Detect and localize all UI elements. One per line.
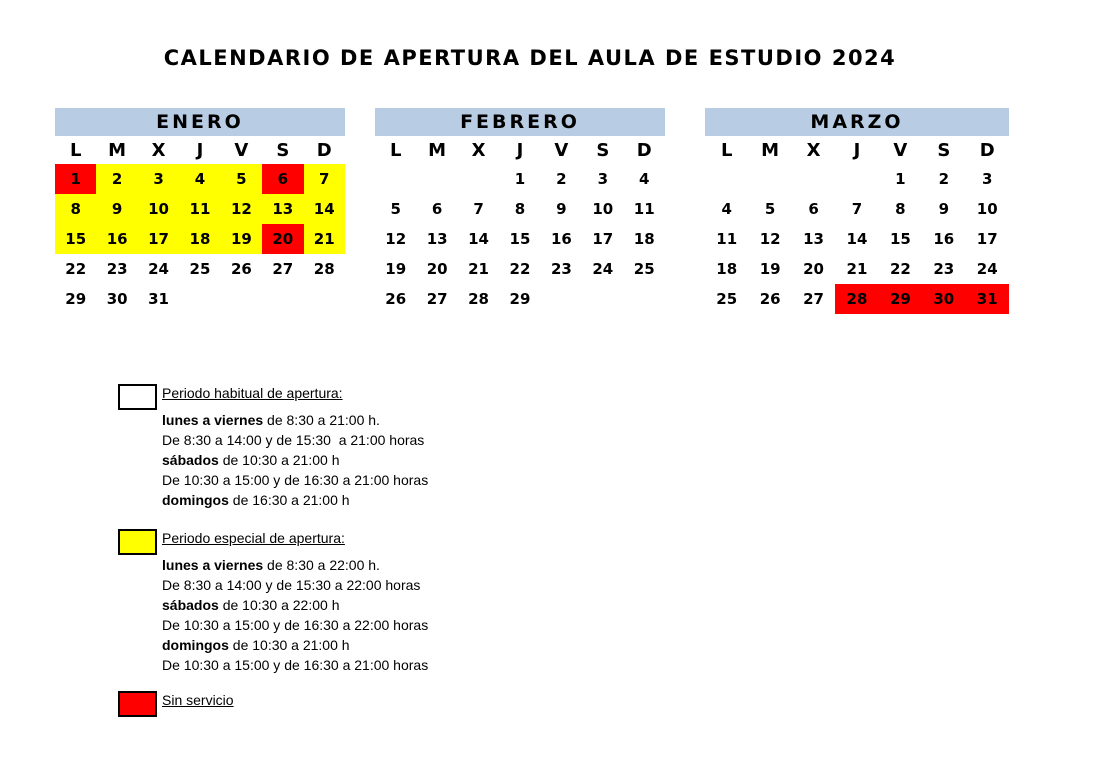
legend-title: Periodo habitual de apertura: [162, 385, 343, 401]
day-cell: 5 [221, 164, 262, 194]
legend-line [162, 490, 478, 510]
day-cell: 29 [65, 290, 87, 308]
weekday-label: S [596, 140, 610, 161]
month-title-febrero: FEBRERO [375, 108, 665, 136]
day-cell: 8 [895, 200, 906, 218]
red-swatch [118, 691, 157, 717]
day-cell: 3 [597, 170, 609, 188]
calendar-marzo [705, 108, 1009, 314]
day-cell [835, 164, 878, 194]
legend-line-segment: de 8:30 a 21:00 h. [263, 412, 380, 428]
white-swatch [118, 384, 157, 410]
day-cell: 10 [592, 200, 614, 218]
day-cell: 27 [803, 290, 824, 308]
day-cell: 22 [65, 260, 87, 278]
legend-line [162, 615, 478, 635]
day-cell: 1 [895, 170, 906, 188]
day-cell: 11 [633, 200, 655, 218]
weekday-label: D [636, 140, 652, 161]
weekday-row [705, 136, 1009, 164]
weekday-label: J [196, 140, 204, 161]
week-row [375, 254, 665, 284]
legend-line-segment: De 8:30 a 14:00 y de 15:30 a 21:00 horas [162, 432, 425, 448]
day-cell: 12 [221, 194, 262, 224]
day-cell: 15 [55, 224, 96, 254]
day-cell: 26 [230, 260, 252, 278]
day-cell: 18 [179, 224, 220, 254]
weekday-label: L [69, 140, 82, 161]
week-row [375, 224, 665, 254]
day-cell: 25 [189, 260, 211, 278]
day-cell: 12 [759, 230, 781, 248]
day-cell: 23 [106, 260, 128, 278]
day-cell: 2 [938, 170, 950, 188]
day-cell: 8 [55, 194, 96, 224]
day-cell: 6 [808, 200, 819, 218]
legend-line-segment: domingos [162, 637, 229, 653]
weekday-row [375, 136, 665, 164]
day-cell: 22 [509, 260, 531, 278]
weekday-label: M [108, 140, 127, 161]
day-cell: 28 [313, 260, 335, 278]
day-cell: 13 [803, 230, 824, 248]
legend-line-segment: lunes a viernes [162, 557, 264, 573]
day-cell: 3 [138, 164, 179, 194]
week-row [705, 254, 1009, 284]
legend-item [118, 383, 478, 510]
day-cell: 20 [426, 260, 448, 278]
legend-line-segment: De 10:30 a 15:00 y de 16:30 a 21:00 horas [162, 472, 429, 488]
day-cell: 4 [721, 200, 732, 218]
day-cell: 9 [938, 200, 950, 218]
day-cell [221, 284, 262, 314]
calendar-febrero [375, 108, 665, 314]
legend-text [162, 383, 478, 510]
day-cell: 2 [96, 164, 137, 194]
legend-line [162, 655, 478, 675]
day-cell: 29 [879, 284, 922, 314]
week-row [705, 194, 1009, 224]
day-cell: 5 [764, 200, 776, 218]
day-cell: 25 [633, 260, 655, 278]
day-cell: 8 [514, 200, 526, 218]
legend-item [118, 528, 478, 675]
weekday-label: V [893, 140, 908, 161]
week-row [375, 284, 665, 314]
legend-line [162, 635, 478, 655]
day-cell [582, 284, 623, 314]
day-cell: 11 [179, 194, 220, 224]
day-cell: 4 [179, 164, 220, 194]
weekday-label: L [720, 140, 733, 161]
day-cell: 24 [976, 260, 998, 278]
day-cell [748, 164, 791, 194]
weekday-label: V [554, 140, 569, 161]
day-cell: 24 [592, 260, 614, 278]
weekday-label: J [853, 140, 861, 161]
day-cell [792, 164, 835, 194]
day-cell [262, 284, 303, 314]
legend-item [118, 690, 478, 717]
day-cell: 14 [846, 230, 868, 248]
day-cell [375, 164, 416, 194]
day-cell: 16 [550, 230, 572, 248]
day-cell: 24 [148, 260, 169, 278]
day-cell: 31 [966, 284, 1009, 314]
legend-line [162, 450, 478, 470]
day-cell [541, 284, 582, 314]
week-row [55, 224, 345, 254]
day-cell: 20 [803, 260, 824, 278]
week-row [375, 164, 665, 194]
day-cell [705, 164, 748, 194]
weekday-label: L [389, 140, 402, 161]
day-cell: 18 [716, 260, 738, 278]
day-cell: 6 [262, 164, 303, 194]
day-cell: 1 [55, 164, 96, 194]
legend-text [162, 528, 478, 675]
day-cell: 28 [468, 290, 489, 308]
week-row [55, 164, 345, 194]
day-cell: 13 [426, 230, 448, 248]
day-cell: 22 [889, 260, 911, 278]
day-cell: 27 [426, 290, 448, 308]
legend-title: Periodo especial de apertura: [162, 530, 345, 546]
day-cell [416, 164, 457, 194]
day-cell: 7 [473, 200, 484, 218]
legend-line-segment: domingos [162, 492, 229, 508]
day-cell: 19 [385, 260, 407, 278]
day-cell: 10 [138, 194, 179, 224]
day-cell: 20 [262, 224, 303, 254]
legend-line [162, 595, 478, 615]
day-cell: 15 [509, 230, 531, 248]
legend-line-segment: De 10:30 a 15:00 y de 16:30 a 21:00 horas [162, 657, 429, 673]
week-row [55, 254, 345, 284]
week-row [55, 194, 345, 224]
day-cell: 19 [221, 224, 262, 254]
legend-line-segment: sábados [162, 452, 219, 468]
day-cell: 14 [304, 194, 345, 224]
legend-line [162, 575, 478, 595]
weekday-label: M [761, 140, 780, 161]
legend-line [162, 470, 478, 490]
day-cell: 19 [759, 260, 781, 278]
day-cell: 18 [633, 230, 655, 248]
legend-line-segment: de 16:30 a 21:00 h [228, 492, 350, 508]
calendar-enero [55, 108, 345, 314]
legend-line [162, 430, 478, 450]
day-cell: 17 [138, 224, 179, 254]
day-cell: 11 [716, 230, 738, 248]
day-cell: 26 [385, 290, 407, 308]
day-cell: 4 [639, 170, 650, 188]
week-row [375, 194, 665, 224]
weekday-label: D [979, 140, 995, 161]
day-cell: 30 [922, 284, 965, 314]
day-cell: 25 [716, 290, 738, 308]
day-cell: 21 [304, 224, 345, 254]
day-cell [304, 284, 345, 314]
month-title-marzo: MARZO [705, 108, 1009, 136]
legend-line-segment: sábados [162, 597, 219, 613]
legend-line-segment: De 8:30 a 14:00 y de 15:30 a 22:00 horas [162, 577, 421, 593]
week-row [705, 224, 1009, 254]
day-cell: 16 [96, 224, 137, 254]
day-cell: 27 [272, 260, 294, 278]
day-cell: 14 [468, 230, 489, 248]
day-cell: 17 [592, 230, 614, 248]
weekday-label: V [234, 140, 249, 161]
page-title: CALENDARIO DE APERTURA DEL AULA DE ESTUDIO 2024 [163, 46, 897, 70]
legend-line-segment: de 8:30 a 22:00 h. [263, 557, 380, 573]
legend-text [162, 690, 478, 710]
day-cell [458, 164, 499, 194]
day-cell: 31 [148, 290, 169, 308]
day-cell: 23 [933, 260, 955, 278]
week-row [55, 284, 345, 314]
legend-line-segment: de 10:30 a 21:00 h [218, 452, 340, 468]
day-cell: 21 [846, 260, 868, 278]
legend-line-segment: lunes a viernes [162, 412, 264, 428]
day-cell: 12 [385, 230, 407, 248]
weekday-label: X [806, 140, 821, 161]
day-cell: 15 [889, 230, 911, 248]
week-row [705, 284, 1009, 314]
day-cell: 23 [550, 260, 572, 278]
day-cell [179, 284, 220, 314]
day-cell: 21 [468, 260, 489, 278]
legend-line-segment: de 10:30 a 21:00 h [228, 637, 350, 653]
day-cell: 26 [759, 290, 781, 308]
day-cell: 17 [976, 230, 998, 248]
day-cell: 10 [976, 200, 998, 218]
yellow-swatch [118, 529, 157, 555]
legend-line-segment: de 10:30 a 22:00 h [218, 597, 340, 613]
weekday-label: M [428, 140, 447, 161]
legend-line-segment: De 10:30 a 15:00 y de 16:30 a 22:00 horas [162, 617, 429, 633]
day-cell [624, 284, 665, 314]
month-title-enero: ENERO [55, 108, 345, 136]
day-cell: 13 [262, 194, 303, 224]
day-cell: 1 [514, 170, 526, 188]
legend-line [162, 410, 478, 430]
day-cell: 9 [96, 194, 137, 224]
day-cell: 3 [982, 170, 993, 188]
weekday-label: D [316, 140, 332, 161]
legend-line [162, 555, 478, 575]
weekday-label: X [151, 140, 166, 161]
day-cell: 30 [106, 290, 128, 308]
day-cell: 9 [556, 200, 567, 218]
day-cell: 28 [835, 284, 878, 314]
day-cell: 7 [304, 164, 345, 194]
weekday-label: X [471, 140, 486, 161]
day-cell: 2 [556, 170, 567, 188]
day-cell: 7 [851, 200, 863, 218]
day-cell: 29 [509, 290, 531, 308]
weekday-label: S [937, 140, 951, 161]
day-cell: 6 [431, 200, 443, 218]
weekday-row [55, 136, 345, 164]
week-row [705, 164, 1009, 194]
day-cell: 5 [390, 200, 401, 218]
weekday-label: S [276, 140, 290, 161]
day-cell: 16 [933, 230, 955, 248]
weekday-label: J [516, 140, 524, 161]
legend-title: Sin servicio [162, 692, 234, 708]
